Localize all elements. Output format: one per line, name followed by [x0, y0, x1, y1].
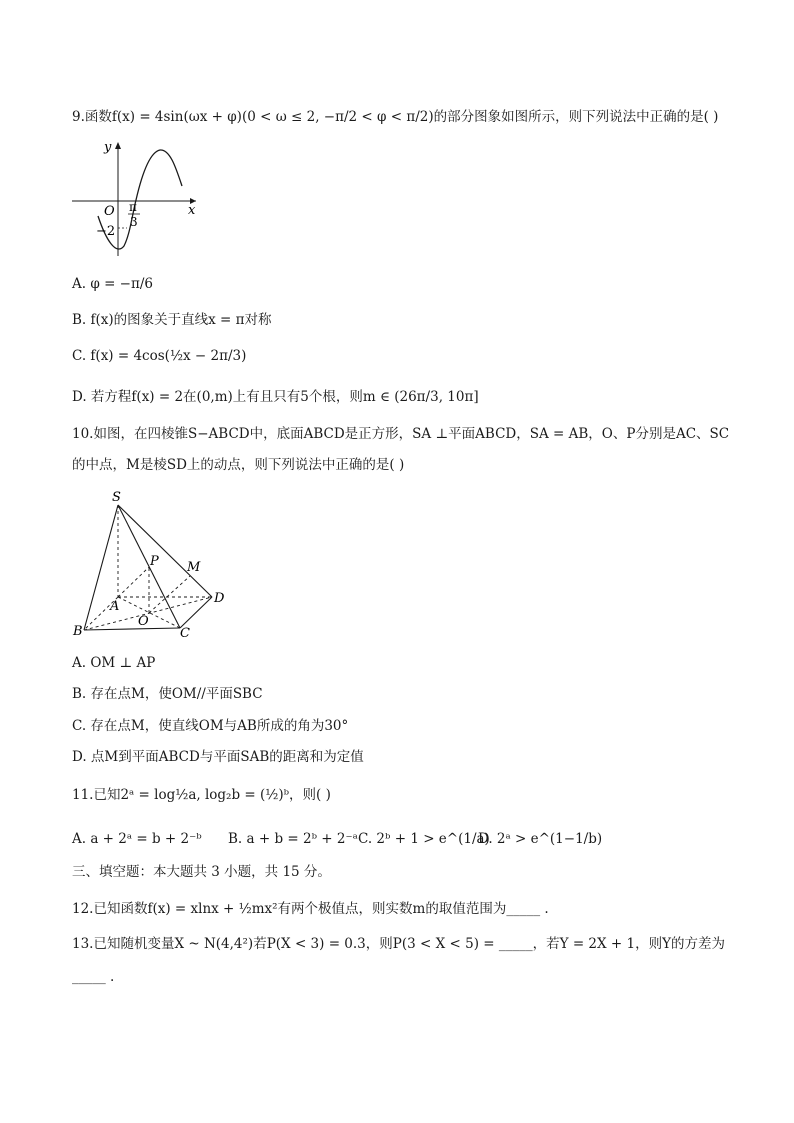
q9-option-a: A. φ = −π/6	[72, 276, 153, 292]
label-C: C	[180, 626, 190, 641]
label-B: B	[73, 624, 83, 639]
q9-option-c: C. f(x) = 4cos(½x − 2π/3)	[72, 348, 247, 364]
label-D: D	[214, 591, 225, 606]
edge-SC	[118, 505, 180, 628]
q10-pyramid-figure	[70, 485, 235, 645]
q11-option-d: D. 2ᵃ > e^(1−1/b)	[478, 831, 603, 847]
label-S: S	[112, 490, 121, 505]
q11-option-a: A. a + 2ᵃ = b + 2⁻ᵇ	[72, 831, 202, 847]
q9-stem: 9.函数f(x) = 4sin(ωx + φ)(0 < ω ≤ 2, −π/2 < φ < π/2)的部分图象如图所示，则下列说法中正确的是( )	[72, 109, 719, 125]
tick-denominator: 3	[130, 215, 138, 229]
origin-label: O	[104, 204, 115, 219]
q9-option-b: B. f(x)的图象关于直线x = π对称	[72, 312, 272, 328]
label-M: M	[187, 560, 201, 575]
q13-line1: 13.已知随机变量X ~ N(4,4²)若P(X < 3) = 0.3，则P(3 < X < 5) = _____，若Y = 2X + 1，则Y的方差为	[72, 936, 726, 952]
q10-stem-line2: 的中点，M是棱SD上的动点，则下列说法中正确的是( )	[72, 457, 405, 473]
q13-line2: _____ .	[72, 969, 115, 985]
label-O: O	[138, 614, 149, 629]
min-label: −2	[96, 224, 116, 239]
tick-numerator: π	[129, 200, 137, 214]
q9-option-d: D. 若方程f(x) = 2在(0,m)上有且只有5个根，则m ∈ (26π/3, 10π]	[72, 389, 479, 405]
section-heading: 三、填空题：本大题共 3 小题，共 15 分。	[72, 864, 331, 880]
q9-sine-graph	[70, 138, 200, 260]
label-P: P	[150, 554, 159, 569]
edge-CD	[180, 597, 212, 628]
y-axis-arrow	[115, 142, 121, 149]
q12-stem: 12.已知函数f(x) = xlnx + ½mx²有两个极值点，则实数m的取值范围为_____ .	[72, 901, 549, 917]
q11-option-b: B. a + b = 2ᵇ + 2⁻ᵃ	[228, 831, 358, 847]
q10-option-c: C. 存在点M，使直线OM与AB所成的角为30°	[72, 718, 349, 734]
q10-option-d: D. 点M到平面ABCD与平面SAB的距离和为定值	[72, 749, 364, 765]
y-label: y	[104, 140, 112, 155]
q10-option-b: B. 存在点M，使OM//平面SBC	[72, 686, 263, 702]
q11-option-c: C. 2ᵇ + 1 > e^(1/a)	[358, 831, 490, 847]
q10-option-a: A. OM ⊥ AP	[72, 655, 156, 671]
q11-stem: 11.已知2ᵃ = log½a, log₂b = (½)ᵇ，则( )	[72, 787, 331, 803]
edge-BC	[84, 628, 180, 630]
label-A: A	[110, 599, 120, 614]
q10-stem-line1: 10.如图，在四棱锥S−ABCD中，底面ABCD是正方形，SA ⊥平面ABCD，SA = AB，O、P分别是AC、SC	[72, 426, 730, 442]
x-label: x	[188, 203, 196, 218]
edge-AP	[118, 567, 149, 597]
